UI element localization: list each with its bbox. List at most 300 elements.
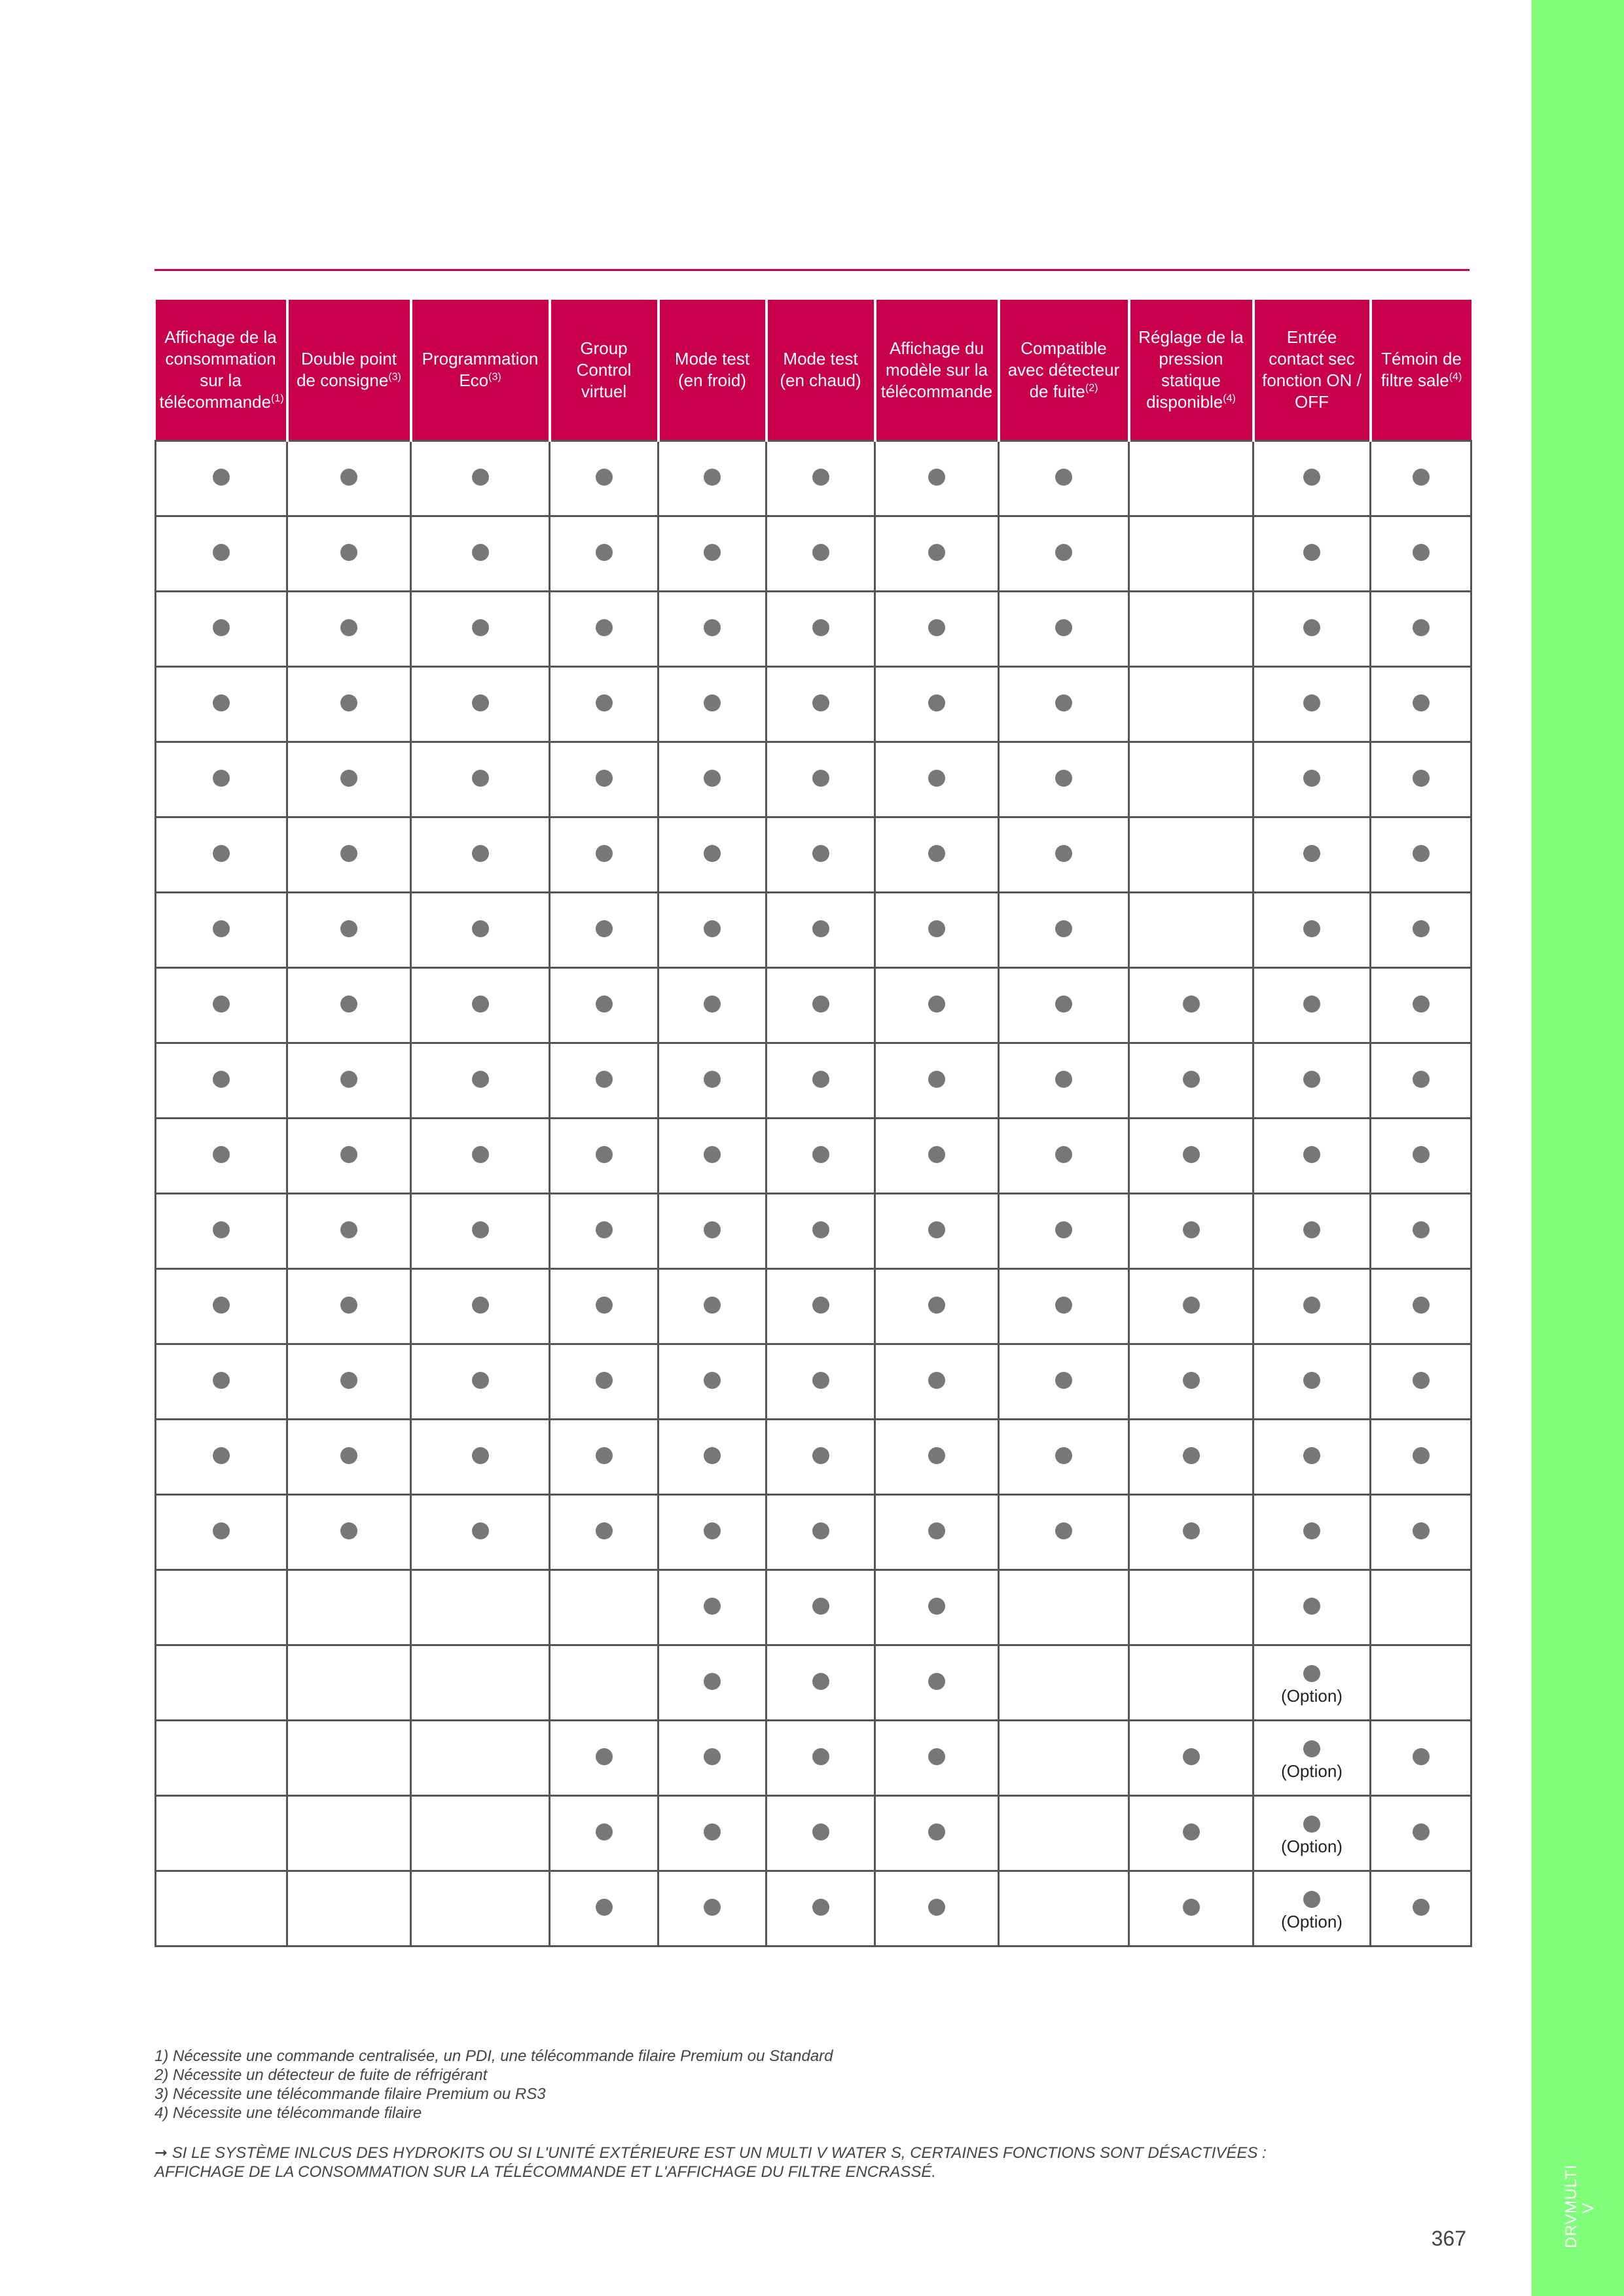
feature-dot-icon — [596, 1899, 613, 1916]
option-marker — [1254, 1816, 1369, 1857]
table-cell — [1129, 1570, 1254, 1645]
column-header — [411, 300, 550, 441]
feature-dot-icon — [812, 1748, 829, 1765]
feature-dot-icon — [472, 996, 489, 1013]
feature-dot-icon — [1413, 1823, 1430, 1840]
table-cell — [550, 1721, 659, 1796]
footnote-ref: (4) — [1223, 393, 1236, 404]
table-cell — [411, 1570, 550, 1645]
feature-dot-icon — [704, 845, 721, 862]
feature-dot-icon — [596, 1297, 613, 1314]
feature-dot-icon — [928, 1071, 945, 1088]
feature-dot-icon — [1413, 1221, 1430, 1238]
footnotes — [154, 2047, 1267, 2123]
table-cell — [1254, 441, 1371, 516]
feature-dot-icon — [704, 1071, 721, 1088]
feature-dot-icon — [928, 1823, 945, 1840]
feature-dot-icon — [928, 619, 945, 636]
option-label: (Option) — [1281, 1911, 1343, 1931]
feature-dot-icon — [928, 845, 945, 862]
feature-dot-icon — [1413, 1899, 1430, 1916]
feature-dot-icon — [596, 770, 613, 787]
feature-dot-icon — [472, 1372, 489, 1389]
feature-dot-icon — [704, 1673, 721, 1690]
column-header-label: Entrée contact sec fonction ON / OFF — [1262, 327, 1362, 412]
feature-dot-icon — [1183, 1899, 1200, 1916]
table-row — [156, 1043, 1471, 1119]
feature-dot-icon — [1303, 544, 1320, 561]
option-marker — [1254, 1740, 1369, 1782]
table-row — [156, 441, 1471, 516]
footnote-ref: (3) — [488, 371, 501, 383]
table-cell — [156, 1645, 287, 1721]
feature-dot-icon — [1413, 1522, 1430, 1539]
table-cell — [411, 592, 550, 667]
feature-dot-icon — [340, 1522, 357, 1539]
warning-line-2: AFFICHAGE DE LA CONSOMMATION SUR LA TÉLÉCOMMANDE ET L'AFFICHAGE DU FILTRE ENCRASSÉ. — [154, 2163, 937, 2181]
column-header — [875, 300, 999, 441]
column-header — [1254, 300, 1371, 441]
table-cell — [1254, 592, 1371, 667]
table-cell — [550, 1645, 659, 1721]
table-cell — [999, 1570, 1129, 1645]
table-cell — [659, 1194, 767, 1269]
table-cell — [287, 1495, 411, 1570]
feature-dot-icon — [928, 996, 945, 1013]
table-cell — [767, 817, 875, 893]
feature-dot-icon — [1303, 770, 1320, 787]
feature-dot-icon — [1183, 1823, 1200, 1840]
table-cell — [1129, 893, 1254, 968]
table-cell — [999, 1645, 1129, 1721]
table-cell — [1254, 1721, 1371, 1796]
feature-dot-icon — [812, 1673, 829, 1690]
feature-dot-icon — [1413, 770, 1430, 787]
feature-dot-icon — [812, 1522, 829, 1539]
table-cell — [1129, 817, 1254, 893]
table-cell — [287, 1119, 411, 1194]
feature-dot-icon — [1303, 469, 1320, 486]
table-cell — [767, 1420, 875, 1495]
table-cell — [767, 667, 875, 742]
feature-dot-icon — [1183, 1522, 1200, 1539]
feature-dot-icon — [1183, 1447, 1200, 1464]
feature-dot-icon — [596, 845, 613, 862]
option-marker — [1254, 1891, 1369, 1932]
table-cell — [156, 742, 287, 817]
table-cell — [767, 1871, 875, 1946]
column-header — [550, 300, 659, 441]
table-cell — [1254, 742, 1371, 817]
table-cell — [875, 1796, 999, 1871]
feature-dot-icon — [472, 1146, 489, 1163]
table-cell — [287, 667, 411, 742]
table-cell — [550, 1570, 659, 1645]
feature-dot-icon — [704, 694, 721, 711]
table-cell — [411, 893, 550, 968]
feature-dot-icon — [704, 619, 721, 636]
table-cell — [1371, 1570, 1471, 1645]
table-row — [156, 742, 1471, 817]
top-divider — [154, 269, 1470, 271]
feature-dot-icon — [472, 1221, 489, 1238]
column-header — [287, 300, 411, 441]
column-header — [1371, 300, 1471, 441]
feature-dot-icon — [340, 845, 357, 862]
table-cell — [156, 1119, 287, 1194]
table-cell — [1371, 1871, 1471, 1946]
feature-dot-icon — [340, 619, 357, 636]
feature-dot-icon — [1303, 1891, 1320, 1908]
table-cell — [550, 1043, 659, 1119]
feature-dot-icon — [1303, 1740, 1320, 1757]
feature-dot-icon — [472, 1447, 489, 1464]
table-cell — [1254, 968, 1371, 1043]
table-row — [156, 893, 1471, 968]
feature-dot-icon — [213, 1447, 230, 1464]
table-cell — [411, 968, 550, 1043]
feature-dot-icon — [1055, 770, 1072, 787]
table-cell — [767, 893, 875, 968]
table-row — [156, 1194, 1471, 1269]
table-cell — [1254, 893, 1371, 968]
feature-dot-icon — [812, 1447, 829, 1464]
table-cell — [287, 968, 411, 1043]
table-cell — [1129, 1043, 1254, 1119]
feature-dot-icon — [1183, 996, 1200, 1013]
table-cell — [659, 1119, 767, 1194]
side-label-line2: MULTI V — [1562, 2164, 1597, 2214]
feature-dot-icon — [1413, 996, 1430, 1013]
feature-dot-icon — [704, 544, 721, 561]
table-cell — [999, 1344, 1129, 1420]
feature-dot-icon — [704, 1823, 721, 1840]
feature-dot-icon — [1413, 920, 1430, 937]
table-cell — [1371, 1269, 1471, 1344]
table-cell — [767, 1344, 875, 1420]
feature-dot-icon — [704, 1297, 721, 1314]
table-cell — [550, 968, 659, 1043]
table-cell — [767, 1194, 875, 1269]
feature-dot-icon — [340, 1297, 357, 1314]
table-cell — [767, 441, 875, 516]
column-header — [999, 300, 1129, 441]
feature-dot-icon — [596, 619, 613, 636]
table-cell — [875, 1570, 999, 1645]
feature-dot-icon — [812, 1598, 829, 1615]
table-cell — [1371, 441, 1471, 516]
footnote-4: 4) Nécessite une télécommande filaire — [154, 2104, 422, 2122]
table-cell — [1129, 441, 1254, 516]
warning-line-1: SI LE SYSTÈME INLCUS DES HYDROKITS OU SI L'UNITÉ EXTÉRIEURE EST UN MULTI V WATER S, CERTAINES FONCTIONS SONT DÉSACTIVÉES : — [168, 2144, 1267, 2162]
table-cell — [1129, 968, 1254, 1043]
feature-dot-icon — [213, 996, 230, 1013]
table-cell — [287, 1721, 411, 1796]
table-cell — [156, 441, 287, 516]
feature-dot-icon — [213, 1522, 230, 1539]
feature-dot-icon — [812, 1297, 829, 1314]
feature-dot-icon — [340, 544, 357, 561]
feature-dot-icon — [1413, 619, 1430, 636]
feature-dot-icon — [812, 1823, 829, 1840]
table-cell — [550, 1119, 659, 1194]
table-cell — [999, 667, 1129, 742]
feature-dot-icon — [812, 619, 829, 636]
table-cell — [411, 667, 550, 742]
feature-dot-icon — [1183, 1146, 1200, 1163]
feature-dot-icon — [340, 920, 357, 937]
feature-dot-icon — [340, 1372, 357, 1389]
feature-dot-icon — [928, 1221, 945, 1238]
feature-dot-icon — [1303, 996, 1320, 1013]
table-cell — [156, 1344, 287, 1420]
table-cell — [156, 592, 287, 667]
table-cell — [767, 1119, 875, 1194]
feature-dot-icon — [1303, 1221, 1320, 1238]
option-label: (Option) — [1281, 1761, 1343, 1781]
table-cell — [659, 1420, 767, 1495]
table-cell — [287, 1043, 411, 1119]
feature-dot-icon — [1413, 694, 1430, 711]
column-header — [659, 300, 767, 441]
feature-dot-icon — [340, 694, 357, 711]
feature-dot-icon — [213, 770, 230, 787]
feature-dot-icon — [1055, 694, 1072, 711]
table-cell — [550, 592, 659, 667]
table-cell — [875, 516, 999, 592]
table-cell — [659, 441, 767, 516]
feature-dot-icon — [340, 1447, 357, 1464]
table-cell — [1371, 592, 1471, 667]
table-cell — [659, 742, 767, 817]
table-cell — [875, 1119, 999, 1194]
feature-dot-icon — [1183, 1297, 1200, 1314]
feature-dot-icon — [1303, 1665, 1320, 1682]
table-row — [156, 1796, 1471, 1871]
table-cell — [550, 893, 659, 968]
feature-dot-icon — [1055, 619, 1072, 636]
column-header — [767, 300, 875, 441]
feature-dot-icon — [812, 469, 829, 486]
option-label: (Option) — [1281, 1685, 1343, 1706]
table-cell — [1371, 667, 1471, 742]
feature-dot-icon — [596, 1748, 613, 1765]
table-cell — [287, 441, 411, 516]
feature-dot-icon — [1303, 1372, 1320, 1389]
table-cell — [875, 1043, 999, 1119]
feature-dot-icon — [704, 920, 721, 937]
feature-dot-icon — [812, 1372, 829, 1389]
feature-dot-icon — [928, 1598, 945, 1615]
table-row — [156, 1570, 1471, 1645]
table-cell — [767, 1721, 875, 1796]
feature-dot-icon — [596, 544, 613, 561]
table-row — [156, 1119, 1471, 1194]
column-header-label: Témoin de filtre sale — [1380, 349, 1462, 390]
table-cell — [1129, 1344, 1254, 1420]
feature-dot-icon — [704, 1899, 721, 1916]
feature-dot-icon — [1413, 544, 1430, 561]
table-cell — [659, 592, 767, 667]
feature-dot-icon — [472, 694, 489, 711]
table-row — [156, 516, 1471, 592]
table-cell — [767, 1043, 875, 1119]
feature-dot-icon — [928, 1899, 945, 1916]
feature-dot-icon — [340, 996, 357, 1013]
footnote-ref: (4) — [1449, 371, 1462, 383]
feature-dot-icon — [213, 1297, 230, 1314]
table-cell — [1254, 1871, 1371, 1946]
feature-dot-icon — [1055, 1297, 1072, 1314]
table-cell — [767, 592, 875, 667]
feature-dot-icon — [704, 1372, 721, 1389]
column-header-label: Mode test (en froid) — [674, 349, 750, 390]
feature-dot-icon — [928, 1522, 945, 1539]
table-cell — [156, 1420, 287, 1495]
feature-dot-icon — [812, 1899, 829, 1916]
table-cell — [1371, 1796, 1471, 1871]
feature-dot-icon — [213, 619, 230, 636]
feature-dot-icon — [1055, 920, 1072, 937]
table-cell — [287, 742, 411, 817]
table-row — [156, 1721, 1471, 1796]
feature-dot-icon — [472, 1297, 489, 1314]
feature-dot-icon — [1183, 1221, 1200, 1238]
feature-dot-icon — [812, 694, 829, 711]
table-cell — [999, 1871, 1129, 1946]
option-label: (Option) — [1281, 1836, 1343, 1856]
table-row — [156, 1645, 1471, 1721]
table-cell — [411, 742, 550, 817]
table-cell — [550, 817, 659, 893]
table-cell — [550, 1796, 659, 1871]
table-cell — [1254, 1194, 1371, 1269]
table-cell — [287, 1420, 411, 1495]
table-cell — [875, 592, 999, 667]
table-cell — [1371, 1344, 1471, 1420]
feature-dot-icon — [1055, 996, 1072, 1013]
table-row — [156, 1344, 1471, 1420]
table-cell — [767, 1570, 875, 1645]
feature-dot-icon — [1303, 1447, 1320, 1464]
footnote-3: 3) Nécessite une télécommande filaire Premium ou RS3 — [154, 2085, 546, 2103]
feature-dot-icon — [1413, 469, 1430, 486]
table-cell — [1129, 667, 1254, 742]
feature-dot-icon — [928, 1748, 945, 1765]
table-cell — [659, 1645, 767, 1721]
table-cell — [550, 1495, 659, 1570]
feature-dot-icon — [596, 1447, 613, 1464]
table-cell — [1371, 893, 1471, 968]
feature-dot-icon — [812, 1146, 829, 1163]
table-cell — [767, 1645, 875, 1721]
feature-dot-icon — [213, 469, 230, 486]
table-cell — [1371, 1194, 1471, 1269]
feature-dot-icon — [1413, 1146, 1430, 1163]
feature-dot-icon — [1055, 1071, 1072, 1088]
feature-dot-icon — [704, 1221, 721, 1238]
feature-dot-icon — [472, 469, 489, 486]
table-cell — [287, 1269, 411, 1344]
table-cell — [1254, 1043, 1371, 1119]
feature-dot-icon — [1303, 920, 1320, 937]
table-cell — [875, 1269, 999, 1344]
table-body — [156, 441, 1471, 1946]
table-cell — [411, 817, 550, 893]
table-cell — [999, 893, 1129, 968]
table-row — [156, 1420, 1471, 1495]
table-cell — [767, 1495, 875, 1570]
table-cell — [411, 441, 550, 516]
table-cell — [411, 1495, 550, 1570]
feature-dot-icon — [704, 996, 721, 1013]
table-cell — [287, 516, 411, 592]
table-cell — [999, 1194, 1129, 1269]
feature-dot-icon — [704, 469, 721, 486]
table-cell — [550, 1269, 659, 1344]
feature-dot-icon — [596, 1823, 613, 1840]
feature-dot-icon — [1055, 1447, 1072, 1464]
column-header-label: Réglage de la pression statique disponible — [1138, 327, 1244, 412]
table-cell — [550, 667, 659, 742]
table-cell — [875, 1495, 999, 1570]
table-cell — [1129, 1645, 1254, 1721]
table-cell — [1129, 1269, 1254, 1344]
table-cell — [659, 1796, 767, 1871]
table-cell — [1254, 667, 1371, 742]
footnote-2: 2) Nécessite un détecteur de fuite de réfrigérant — [154, 2066, 488, 2084]
feature-dot-icon — [928, 1372, 945, 1389]
feature-dot-icon — [928, 1297, 945, 1314]
feature-dot-icon — [213, 1372, 230, 1389]
table-cell — [999, 1269, 1129, 1344]
table-cell — [875, 667, 999, 742]
feature-dot-icon — [928, 544, 945, 561]
feature-dot-icon — [213, 845, 230, 862]
feature-dot-icon — [340, 1221, 357, 1238]
table-cell — [875, 742, 999, 817]
table-cell — [767, 516, 875, 592]
table-cell — [999, 742, 1129, 817]
table-cell — [999, 1721, 1129, 1796]
feature-dot-icon — [213, 694, 230, 711]
table-cell — [1254, 1420, 1371, 1495]
feature-dot-icon — [596, 1071, 613, 1088]
table-cell — [156, 516, 287, 592]
table-cell — [875, 1871, 999, 1946]
table-cell — [659, 516, 767, 592]
feature-dot-icon — [704, 1598, 721, 1615]
feature-dot-icon — [1055, 1372, 1072, 1389]
table-cell — [1371, 817, 1471, 893]
table-cell — [999, 1420, 1129, 1495]
table-cell — [156, 1269, 287, 1344]
table-cell — [156, 1495, 287, 1570]
feature-dot-icon — [596, 996, 613, 1013]
table-cell — [659, 968, 767, 1043]
feature-dot-icon — [1303, 1598, 1320, 1615]
footnote-ref: (1) — [271, 393, 284, 404]
table-cell — [411, 1721, 550, 1796]
table-cell — [1371, 1495, 1471, 1570]
table-cell — [287, 1344, 411, 1420]
table-cell — [550, 742, 659, 817]
footnote-ref: (2) — [1085, 382, 1098, 393]
feature-dot-icon — [812, 996, 829, 1013]
table-row — [156, 1871, 1471, 1946]
feature-dot-icon — [704, 1146, 721, 1163]
side-label-line1: DRV — [1562, 2213, 1580, 2248]
